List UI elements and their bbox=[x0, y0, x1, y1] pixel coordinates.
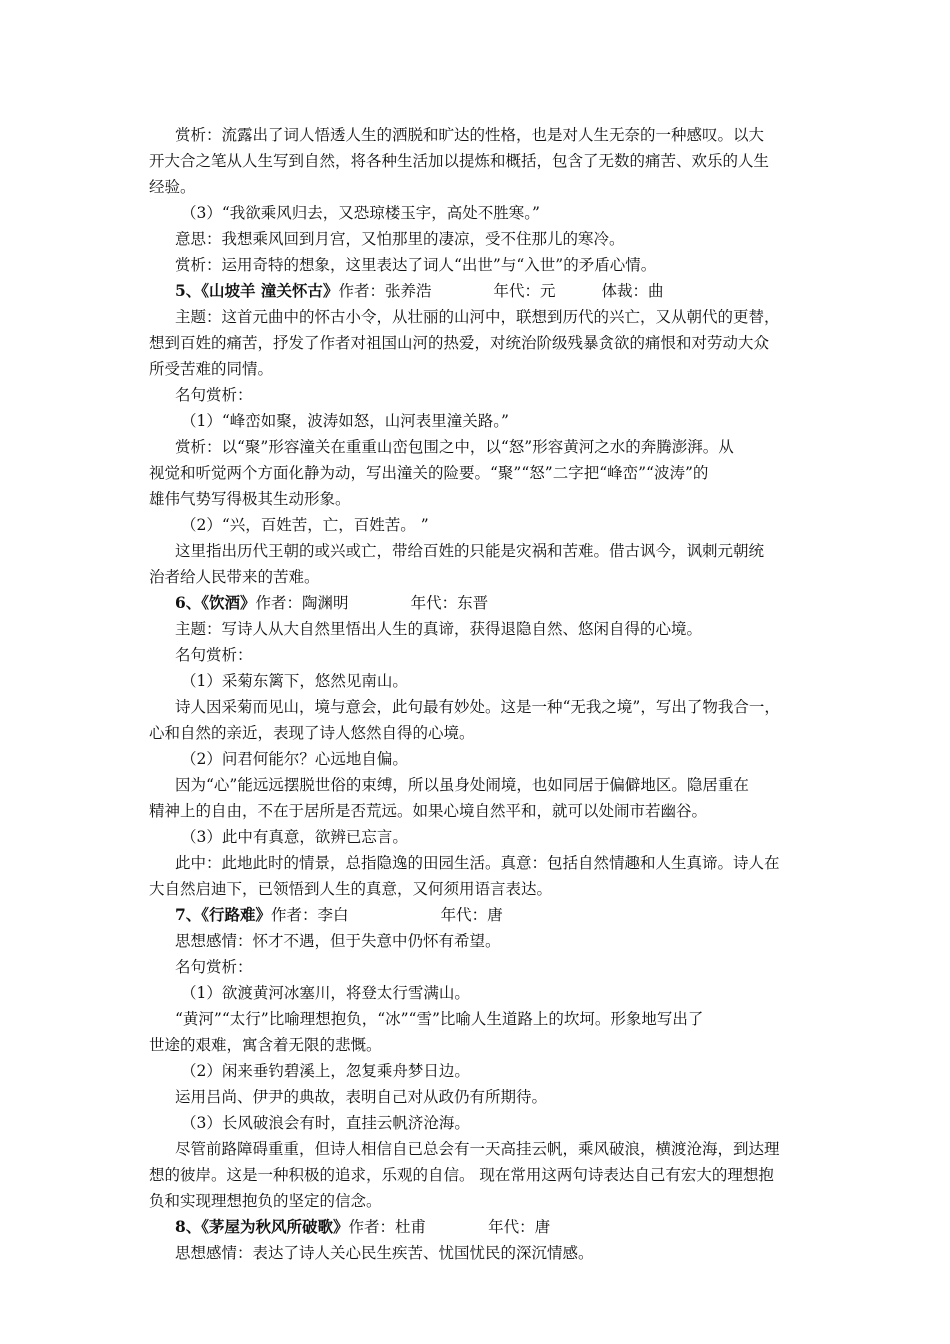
text-line: “黄河”“太行”比喻理想抱负，“冰”“雪”比喻人生道路上的坎坷。形象地写出了 bbox=[175, 1010, 704, 1028]
text-line: 视觉和听觉两个方面化静为动，写出潼关的险要。“聚”“怒”二字把“峰峦”“波涛”的 bbox=[149, 464, 709, 482]
text-line: 大自然启迪下，已领悟到人生的真意，又何须用语言表达。 bbox=[149, 880, 553, 898]
text-line: 心和自然的亲近，表现了诗人悠然自得的心境。 bbox=[149, 724, 475, 742]
section-era: 年代：东晋 bbox=[410, 594, 489, 612]
text-line: 经验。 bbox=[149, 178, 196, 196]
text-line: 名句赏析： bbox=[175, 646, 253, 664]
text-line: 负和实现理想抱负的坚定的信念。 bbox=[149, 1192, 382, 1210]
text-line: 名句赏析： bbox=[175, 958, 253, 976]
section-title: 8、《茅屋为秋风所破歌》 bbox=[175, 1217, 349, 1236]
text-line: 意思：我想乘风回到月宫，又怕那里的凄凉，受不住那儿的寒冷。 bbox=[175, 230, 625, 248]
section-era: 年代：唐 bbox=[440, 906, 503, 924]
text-line: （3）长风破浪会有时，直挂云帆济沧海。 bbox=[181, 1114, 470, 1132]
text-line: 思想感情：怀才不遇，但于失意中仍怀有希望。 bbox=[175, 932, 501, 950]
text-line: （1）“峰峦如聚，波涛如怒，山河表里潼关路。” bbox=[181, 412, 509, 430]
text-line: 因为“心”能远远摆脱世俗的束缚，所以虽身处闹境，也如同居于偏僻地区。隐居重在 bbox=[175, 776, 749, 794]
text-line: 诗人因采菊而见山，境与意会，此句最有妙处。这是一种“无我之境”，写出了物我合一， bbox=[175, 698, 780, 716]
text-line: （3）“我欲乘风归去，又恐琼楼玉宇，高处不胜寒。” bbox=[181, 204, 540, 222]
text-line: 赏析：运用奇特的想象，这里表达了词人“出世”与“入世”的矛盾心情。 bbox=[175, 256, 657, 274]
text-line: （2）“兴，百姓苦，亡，百姓苦。 ” bbox=[181, 516, 429, 534]
text-line: 此中：此地此时的情景，总指隐逸的田园生活。真意：包括自然情趣和人生真谛。诗人在 bbox=[175, 854, 780, 872]
text-line: 尽管前路障碍重重，但诗人相信自已总会有一天高挂云帆，乘风破浪，横渡沧海，到达理 bbox=[175, 1140, 780, 1158]
section-era: 年代：元 bbox=[493, 282, 556, 300]
section-title: 7、《行路难》 bbox=[175, 905, 272, 924]
section-heading-5 bbox=[175, 278, 815, 304]
text-line: （1）采菊东篱下，悠然见南山。 bbox=[181, 672, 408, 690]
text-line: 精神上的自由，不在于居所是否荒远。如果心境自然平和，就可以处闹市若幽谷。 bbox=[149, 802, 708, 820]
text-line: 治者给人民带来的苦难。 bbox=[149, 568, 320, 586]
text-line: 主题：写诗人从大自然里悟出人生的真谛，获得退隐自然、悠闲自得的心境。 bbox=[175, 620, 703, 638]
text-line: 名句赏析： bbox=[175, 386, 253, 404]
document-body bbox=[149, 122, 815, 1266]
text-line: （1）欲渡黄河冰塞川，将登太行雪满山。 bbox=[181, 984, 470, 1002]
text-line: 想到百姓的痛苦，抒发了作者对祖国山河的热爱，对统治阶级残暴贪欲的痛恨和对劳动大众 bbox=[149, 334, 770, 352]
text-line: 所受苦难的同情。 bbox=[149, 360, 274, 378]
section-genre: 体裁：曲 bbox=[601, 282, 664, 300]
text-line: 赏析：流露出了词人悟透人生的洒脱和旷达的性格，也是对人生无奈的一种感叹。以大 bbox=[175, 126, 765, 144]
text-line: （2）闲来垂钓碧溪上，忽复乘舟梦日边。 bbox=[181, 1062, 470, 1080]
text-line: 主题：这首元曲中的怀古小令，从壮丽的山河中，联想到历代的兴亡，又从朝代的更替， bbox=[175, 308, 780, 326]
section-heading-6 bbox=[175, 590, 815, 616]
text-line: 世途的艰难，寓含着无限的悲慨。 bbox=[149, 1036, 382, 1054]
text-line: 思想感情：表达了诗人关心民生疾苦、忧国忧民的深沉情感。 bbox=[175, 1244, 594, 1262]
section-heading-7 bbox=[175, 902, 815, 928]
text-line: 雄伟气势写得极其生动形象。 bbox=[149, 490, 351, 508]
section-heading-8 bbox=[175, 1214, 815, 1240]
text-line: 想的彼岸。这是一种积极的追求，乐观的自信。 现在常用这两句诗表达自己有宏大的理想抱 bbox=[149, 1166, 774, 1184]
section-era: 年代：唐 bbox=[488, 1218, 551, 1236]
section-author: 作者：杜甫 bbox=[348, 1218, 427, 1236]
text-line: 这里指出历代王朝的或兴或亡，带给百姓的只能是灾祸和苦难。借古讽今，讽刺元朝统 bbox=[175, 542, 765, 560]
section-title: 6、《饮酒》 bbox=[175, 593, 256, 612]
section-author: 作者：李白 bbox=[271, 906, 349, 924]
section-author: 作者：陶渊明 bbox=[255, 594, 349, 612]
section-author: 作者：张养浩 bbox=[338, 282, 432, 300]
text-line: 赏析：以“聚”形容潼关在重重山峦包围之中，以“怒”形容黄河之水的奔腾澎湃。从 bbox=[175, 438, 734, 456]
section-title: 5、《山坡羊 潼关怀古》 bbox=[175, 281, 339, 300]
text-line: （2）问君何能尔？心远地自偏。 bbox=[181, 750, 408, 768]
text-line: 开大合之笔从人生写到自然，将各种生活加以提炼和概括，包含了无数的痛苦、欢乐的人生 bbox=[149, 152, 770, 170]
text-line: 运用吕尚、伊尹的典故，表明自己对从政仍有所期待。 bbox=[175, 1088, 548, 1106]
text-line: （3）此中有真意，欲辨已忘言。 bbox=[181, 828, 408, 846]
